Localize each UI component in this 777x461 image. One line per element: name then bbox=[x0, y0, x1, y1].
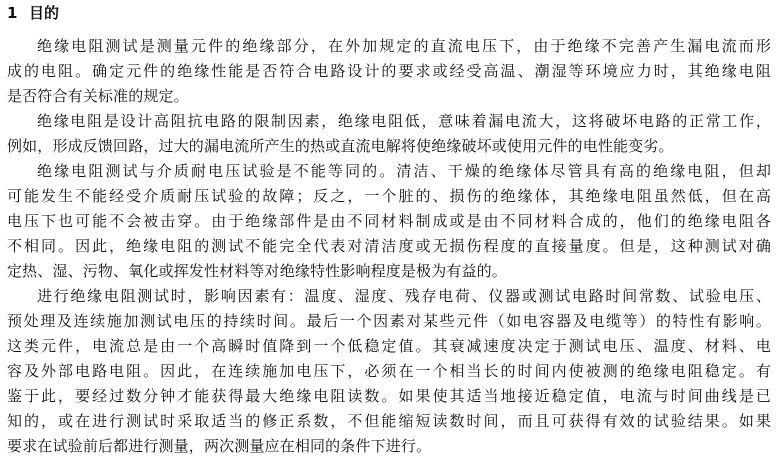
paragraph-3-line-3: 电压下也可能不会被击穿。由于绝缘部件是由不同材料制成或是由不同材料合成的，他们的绝缘电阻各 bbox=[7, 212, 771, 230]
paragraph-3-line-5: 定热、湿、污物、氧化或挥发性材料等对绝缘特性影响程度是极为有益的。 bbox=[7, 262, 507, 280]
section-heading bbox=[7, 2, 59, 24]
paragraph-1-line-1: 绝缘电阻测试是测量元件的绝缘部分，在外加规定的直流电压下，由于绝缘不完善产生漏电流而形 bbox=[37, 37, 771, 55]
paragraph-4-line-3: 这类元件，电流总是由一个高瞬时值降到一个低稳定值。其衰减速度决定于测试电压、温度、材料、电 bbox=[7, 337, 771, 355]
paragraph-1-line-3: 是否符合有关标准的规定。 bbox=[7, 87, 189, 105]
section-title: 目的 bbox=[29, 4, 60, 22]
paragraph-3-line-4: 不相同。因此，绝缘电阻的测试不能完全代表对清洁度或无损伤程度的直接量度。但是，这种测试对确 bbox=[7, 237, 771, 255]
paragraph-4-line-5: 鉴于此，要经过数分钟才能获得最大绝缘电阻读数。如果使其适当地接近稳定值，电流与时间曲线是已 bbox=[7, 387, 771, 405]
paragraph-3-line-1: 绝缘电阻测试与介质耐电压试验是不能等同的。清洁、干燥的绝缘体尽管具有高的绝缘电阻，但却 bbox=[37, 162, 771, 180]
paragraph-4-line-7: 要求在试验前后都进行测量，两次测量应在相同的条件下进行。 bbox=[7, 437, 432, 455]
paragraph-1-line-2: 成的电阻。确定元件的绝缘性能是否符合电路设计的要求或经受高温、潮湿等环境应力时，其绝缘电阻 bbox=[7, 62, 771, 80]
paragraph-2-line-2: 例如，形成反馈回路，过大的漏电流所产生的热或直流电解将使绝缘破坏或使用元件的电性能变劣。 bbox=[7, 137, 674, 155]
paragraph-3-line-2: 可能发生不能经受介质耐压试验的故障；反之，一个脏的、损伤的绝缘体，其绝缘电阻虽然低，但在高 bbox=[7, 187, 771, 205]
paragraph-4-line-1: 进行绝缘电阻测试时，影响因素有：温度、湿度、残存电荷、仪器或测试电路时间常数、试验电压、 bbox=[37, 287, 771, 305]
paragraph-4-line-6: 知的，或在进行测试时采取适当的修正系数，不但能缩短读数时间，而且可获得有效的试验结果。如果 bbox=[7, 412, 771, 430]
paragraph-4-line-2: 预处理及连续施加测试电压的持续时间。最后一个因素对某些元件（如电容器及电缆等）的特性有影响。 bbox=[7, 312, 771, 330]
paragraph-2-line-1: 绝缘电阻是设计高阻抗电路的限制因素，绝缘电阻低，意味着漏电流大，这将破坏电路的正常工作， bbox=[37, 112, 771, 130]
section-number: 1 bbox=[7, 4, 18, 22]
paragraph-4-line-4: 容及外部电路电阻。因此，在连续施加电压下，必须在一个相当长的时间内使被测的绝缘电阻稳定。有 bbox=[7, 362, 771, 380]
